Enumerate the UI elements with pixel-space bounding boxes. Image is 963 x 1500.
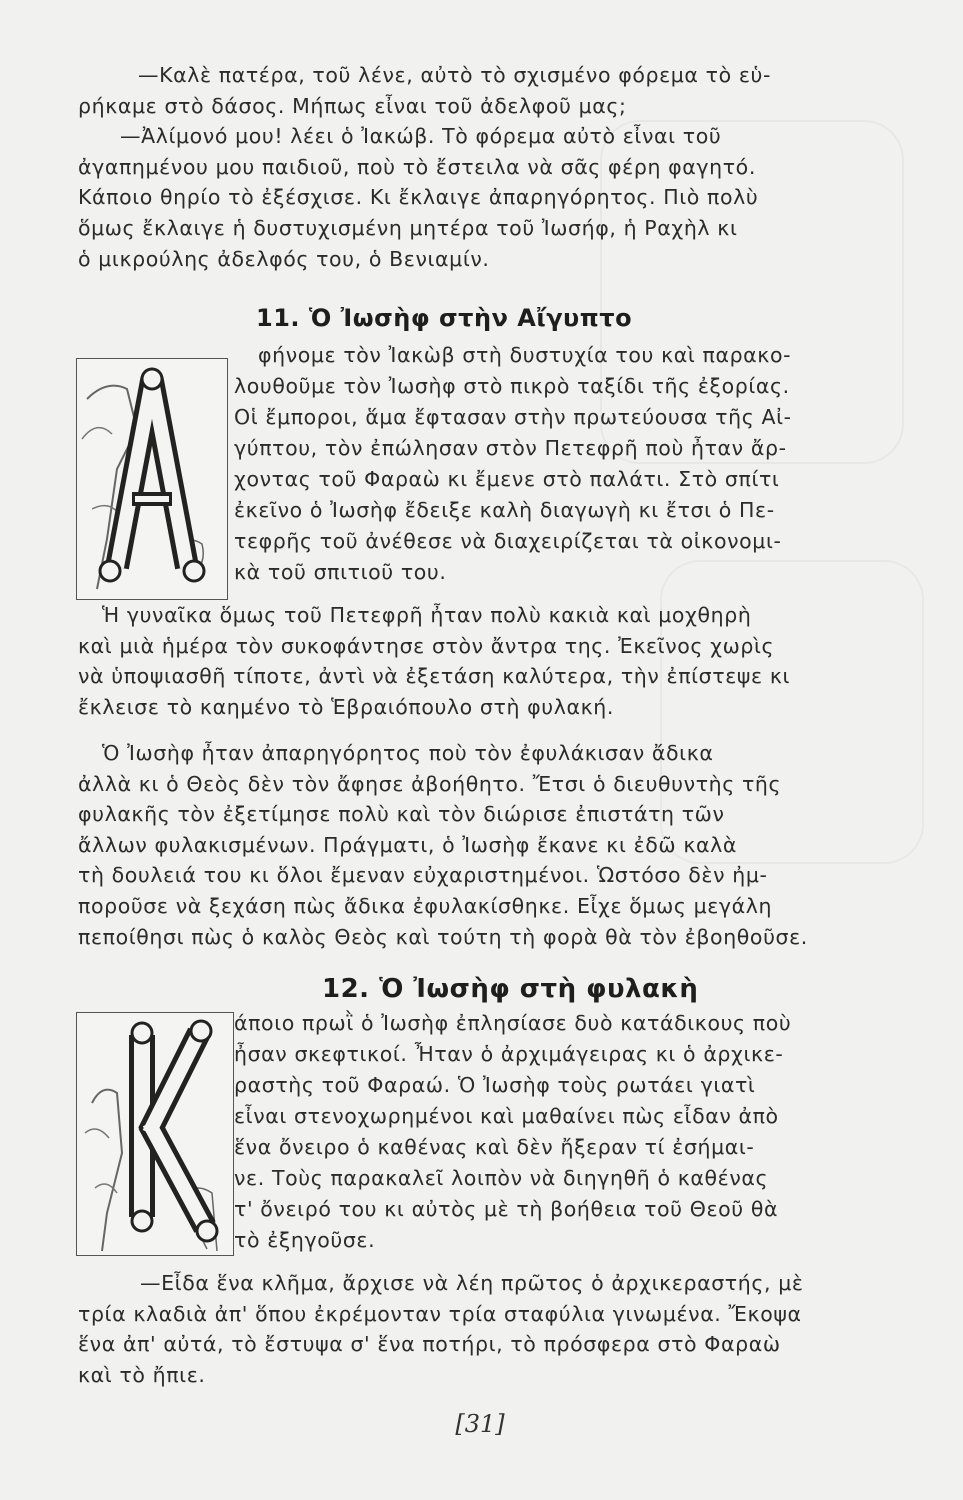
text-line: ὁ μικρούλης ἀδελφός του, ὁ Βενιαμίν.: [78, 246, 490, 271]
illustration-figures-icon: [77, 1013, 233, 1255]
text-line: Ἡ γυναῖκα ὅμως τοῦ Πετεφρῆ ἦταν πολὺ κακιὰ καὶ μοχθηρὴ: [102, 603, 752, 627]
text-line: καὶ τὸ ἤπιε.: [78, 1362, 206, 1387]
text-line: τὸ ἐξηγοῦσε.: [234, 1228, 376, 1252]
initial-letter: [77, 1255, 78, 1256]
text-line: ἕνα ὄνειρο ὁ καθένας καὶ δὲν ἤξεραν τί ἐσήμαι-: [234, 1135, 755, 1159]
text-line: ὅμως ἔκλαιγε ἡ δυστυχισμένη μητέρα τοῦ Ἰωσήφ, ἡ Ραχὴλ κι: [78, 215, 738, 240]
text-line: Κάποιο θηρίο τὸ ἐξέσχισε. Κι ἔκλαιγε ἀπαρηγόρητος. Πιὸ πολὺ: [78, 185, 759, 210]
chapter-12-paragraph: [78, 1268, 870, 1390]
intro-paragraph: [78, 60, 870, 274]
text-line: ἕνα ἀπ' αὐτά, τὸ ἔστυψα σ' ἕνα ποτήρι, τὸ πρόσφερα στὸ Φαραὼ: [78, 1332, 781, 1357]
text-line: τρία κλαδιὰ ἀπ' ὅπου ἐκρέμονταν τρία σταφύλια γινωμένα. Ἔκοψα: [78, 1301, 802, 1326]
text-line: ἔκλεισε τὸ καημένο τὸ Ἑβραιόπουλο στὴ φυλακή.: [78, 694, 614, 719]
text-line: ἀγαπημένου μου παιδιοῦ, ποὺ τὸ ἔστειλα νὰ σᾶς φέρη φαγητό.: [78, 154, 756, 179]
chapter-11-paragraph: [78, 600, 870, 722]
text-line: τεφρῆς τοῦ ἀνέθεσε νὰ διαχειρίζεται τὰ οἰκονομι-: [234, 529, 782, 553]
text-line: ρήκαμε στὸ δάσος. Μήπως εἶναι τοῦ ἀδελφοῦ μας;: [78, 93, 627, 118]
text-line: ἄλλων φυλακισμένων. Πράγματι, ὁ Ἰωσὴφ ἔκανε κι ἐδῶ καλὰ: [78, 832, 737, 857]
chapter-12-wrapped-text: [234, 1008, 874, 1256]
text-line: λουθοῦμε τὸν Ἰωσὴφ στὸ πικρὸ ταξίδι τῆς ἐξορίας.: [234, 374, 790, 398]
text-line: εἶναι στενοχωρημένοι καὶ μαθαίνει πὼς εἶδαν ἀπὸ: [234, 1104, 779, 1128]
page-number: [31]: [455, 1410, 505, 1438]
text-line: νὰ ὑποψιασθῆ τίποτε, ἀντὶ νὰ ἐξετάση καλύτερα, τὴν ἐπίστεψε κι: [78, 664, 791, 689]
chapter-11-illuminated-initial: [76, 358, 228, 600]
text-line: Ὁ Ἰωσὴφ ἦταν ἀπαρηγόρητος ποὺ τὸν ἐφυλάκισαν ἄδικα: [102, 741, 714, 765]
text-line: ἦσαν σκεφτικοί. Ἦταν ὁ ἀρχιμάγειρας κι ὁ ἀρχικε-: [234, 1042, 784, 1066]
illustration-figure-icon: [77, 359, 227, 599]
chapter-11-paragraph: [78, 738, 870, 952]
text-line: —Καλὲ πατέρα, τοῦ λένε, αὐτὸ τὸ σχισμένο φόρεμα τὸ εὑ-: [138, 63, 772, 87]
chapter-11-wrapped-text: [234, 340, 874, 588]
text-line: ἀλλὰ κι ὁ Θεὸς δὲν τὸν ἄφησε ἀβοήθητο. Ἔτσι ὁ διευθυντὴς τῆς: [78, 771, 782, 796]
text-line: φυλακῆς τὸν ἐξετίμησε πολὺ καὶ τὸν διώρισε ἐπιστάτη τῶν: [78, 802, 725, 827]
chapter-12-illuminated-initial: [76, 1012, 234, 1256]
text-line: —Ἀλίμονό μου! λέει ὁ Ἰακώβ. Τὸ φόρεμα αὐτὸ εἶναι τοῦ: [120, 124, 722, 149]
text-line: άποιο πρωῒ ὁ Ἰωσὴφ ἐπλησίασε δυὸ κατάδικους ποὺ: [234, 1011, 792, 1035]
text-line: ραστὴς τοῦ Φαραώ. Ὁ Ἰωσὴφ τοὺς ρωτάει γιατὶ: [234, 1073, 756, 1097]
text-line: —Εἶδα ἕνα κλῆμα, ἄρχισε νὰ λέη πρῶτος ὁ ἀρχικεραστής, μὲ: [140, 1271, 804, 1295]
chapter-12-heading: 12. Ὁ Ἰωσὴφ στὴ φυλακὴ: [322, 974, 699, 1004]
text-line: τ' ὄνειρό του κι αὐτὸς μὲ τὴ βοήθεια τοῦ Θεοῦ θὰ: [234, 1197, 779, 1221]
text-line: νε. Τοὺς παρακαλεῖ λοιπὸν νὰ διηγηθῆ ὁ καθένας: [234, 1166, 769, 1190]
text-line: γύπτου, τὸν ἐπώλησαν στὸν Πετεφρῆ ποὺ ἦταν ἄρ-: [234, 436, 787, 460]
text-line: τὴ δουλειά του κι ὅλοι ἔμεναν εὐχαριστημένοι. Ὡστόσο δὲν ἠμ-: [78, 863, 768, 888]
text-line: ποροῦσε νὰ ξεχάση πὼς ἄδικα ἐφυλακίσθηκε. Εἶχε ὅμως μεγάλη: [78, 893, 773, 918]
text-line: Οἱ ἔμποροι, ἅμα ἔφτασαν στὴν πρωτεύουσα τῆς Αἰ-: [234, 405, 792, 429]
text-line: ἐκεῖνο ὁ Ἰωσὴφ ἔδειξε καλὴ διαγωγὴ κι ἔτσι ὁ Πε-: [234, 498, 775, 522]
chapter-11-heading: 11. Ὁ Ἰωσὴφ στὴν Αἴγυπτο: [256, 304, 633, 332]
text-line: πεποίθησι πὼς ὁ καλὸς Θεὸς καὶ τούτη τὴ φορὰ θὰ τὸν ἐβοηθοῦσε.: [78, 924, 808, 949]
text-line: φήνομε τὸν Ἰακὼβ στὴ δυστυχία του καὶ παρακο-: [258, 343, 792, 367]
text-line: κὰ τοῦ σπιτιοῦ του.: [234, 560, 447, 584]
text-line: καὶ μιὰ ἡμέρα τὸν συκοφάντησε στὸν ἄντρα της. Ἐκεῖνος χωρὶς: [78, 633, 775, 658]
text-line: χοντας τοῦ Φαραὼ κι ἔμενε στὸ παλάτι. Στὸ σπίτι: [234, 467, 780, 491]
